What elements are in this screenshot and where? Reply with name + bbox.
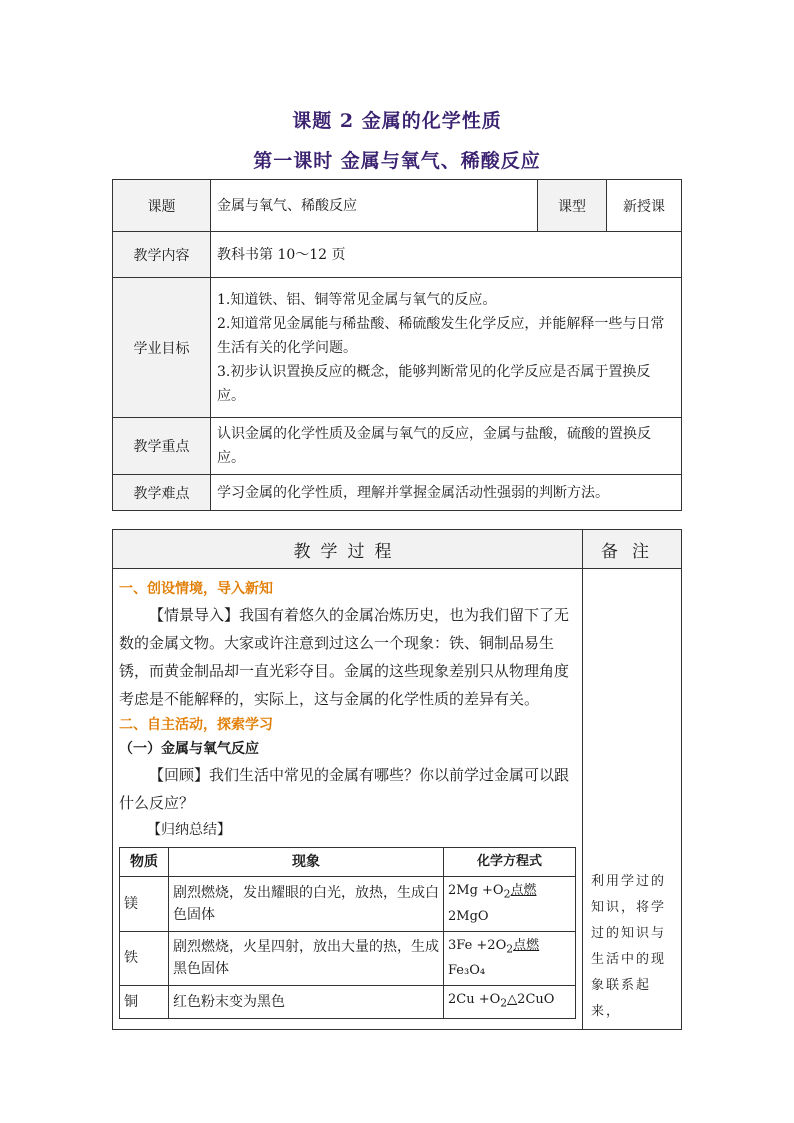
process-header: 教学过程 (113, 530, 583, 569)
section-heading: 一、创设情境，导入新知 (119, 581, 273, 597)
table-row (120, 877, 576, 932)
equation-product: Fe₃O₄ (448, 963, 486, 979)
equation-text: 2Cu +O (448, 992, 501, 1008)
reaction-table (119, 847, 576, 1019)
reaction-condition: 点燃 (513, 937, 540, 953)
table-row (120, 986, 576, 1019)
content-value: 教科书第 10～12 页 (211, 232, 682, 278)
goal-item: 1.知道铁、铝、铜等常见金属与氧气的反应。 (217, 291, 497, 308)
note-content: 利用学过的知识，将学过的知识与生活中的现象联系起来， (583, 569, 682, 1030)
subscript: 2 (506, 942, 514, 956)
reaction-condition: △ (507, 992, 518, 1008)
equation-cell (444, 877, 576, 932)
goals-list (211, 278, 682, 418)
difficulty-label: 教学难点 (113, 475, 211, 511)
type-label: 课型 (538, 180, 607, 232)
header-phenomenon: 现象 (169, 848, 444, 877)
substance-cell: 铜 (120, 986, 169, 1019)
reaction-condition: 点燃 (510, 883, 537, 898)
header-substance: 物质 (120, 848, 169, 877)
phenomenon-cell: 剧烈燃烧，火星四射，放出大量的热，生成黑色固体 (169, 931, 444, 986)
goal-item: 2.知道常见金属能与稀盐酸、稀硫酸发生化学反应，并能解释一些与日常生活有关的化学问题。 (217, 315, 665, 356)
process-content (113, 569, 583, 1030)
summary-tag: 【归纳总结】 (147, 822, 231, 838)
table-row (120, 931, 576, 986)
intro-paragraph: 【情景导入】我国有着悠久的金属冶炼历史，也为我们留下了无数的金属文物。大家或许注意到过这么一个现象：铁、铜制品易生锈，而黄金制品却一直光彩夺目。金属的这些现象差别只从物理角度考虑是不能解释的，实际上，这与金属的化学性质的差异有关。 (119, 606, 570, 708)
difficulty-value: 学习金属的化学性质，理解并掌握金属活动性强弱的判断方法。 (211, 475, 682, 511)
lesson-subtitle: 第一课时 金属与氧气、稀酸反应 (253, 150, 541, 172)
content-label: 教学内容 (113, 232, 211, 278)
subsection-heading: （一）金属与氧气反应 (119, 741, 259, 757)
goals-label: 学业目标 (113, 278, 211, 418)
substance-cell: 铁 (120, 931, 169, 986)
key-label: 教学重点 (113, 418, 211, 475)
equation-product: 2MgO (448, 908, 489, 924)
equation-product: 2CuO (517, 992, 555, 1008)
goal-item: 3.初步认识置换反应的概念，能够判断常见的化学反应是否属于置换反应。 (217, 363, 651, 404)
phenomenon-cell: 剧烈燃烧，发出耀眼的白光，放热，生成白色固体 (169, 877, 444, 932)
lesson-info-table (112, 179, 682, 511)
equation-cell (444, 931, 576, 986)
topic-value: 金属与氧气、稀酸反应 (211, 180, 538, 232)
review-paragraph: 【回顾】我们生活中常见的金属有哪些？你以前学过金属可以跟什么反应？ (119, 766, 570, 812)
equation-text: 2Mg +O (448, 883, 504, 898)
section-heading: 二、自主活动，探索学习 (119, 717, 273, 733)
subscript: 2 (500, 996, 508, 1010)
phenomenon-cell: 红色粉末变为黑色 (169, 986, 444, 1019)
topic-label: 课题 (113, 180, 211, 232)
note-header: 备注 (583, 530, 682, 569)
process-table (112, 529, 682, 1030)
key-value: 认识金属的化学性质及金属与氧气的反应，金属与盐酸，硫酸的置换反应。 (211, 418, 682, 475)
type-value: 新授课 (607, 180, 682, 232)
substance-cell: 镁 (120, 877, 169, 932)
lesson-title: 课题 2 金属的化学性质 (292, 110, 502, 132)
subscript: 2 (503, 887, 511, 901)
header-equation: 化学方程式 (444, 848, 576, 877)
equation-text: 3Fe +2O (448, 937, 507, 953)
equation-cell (444, 986, 576, 1019)
